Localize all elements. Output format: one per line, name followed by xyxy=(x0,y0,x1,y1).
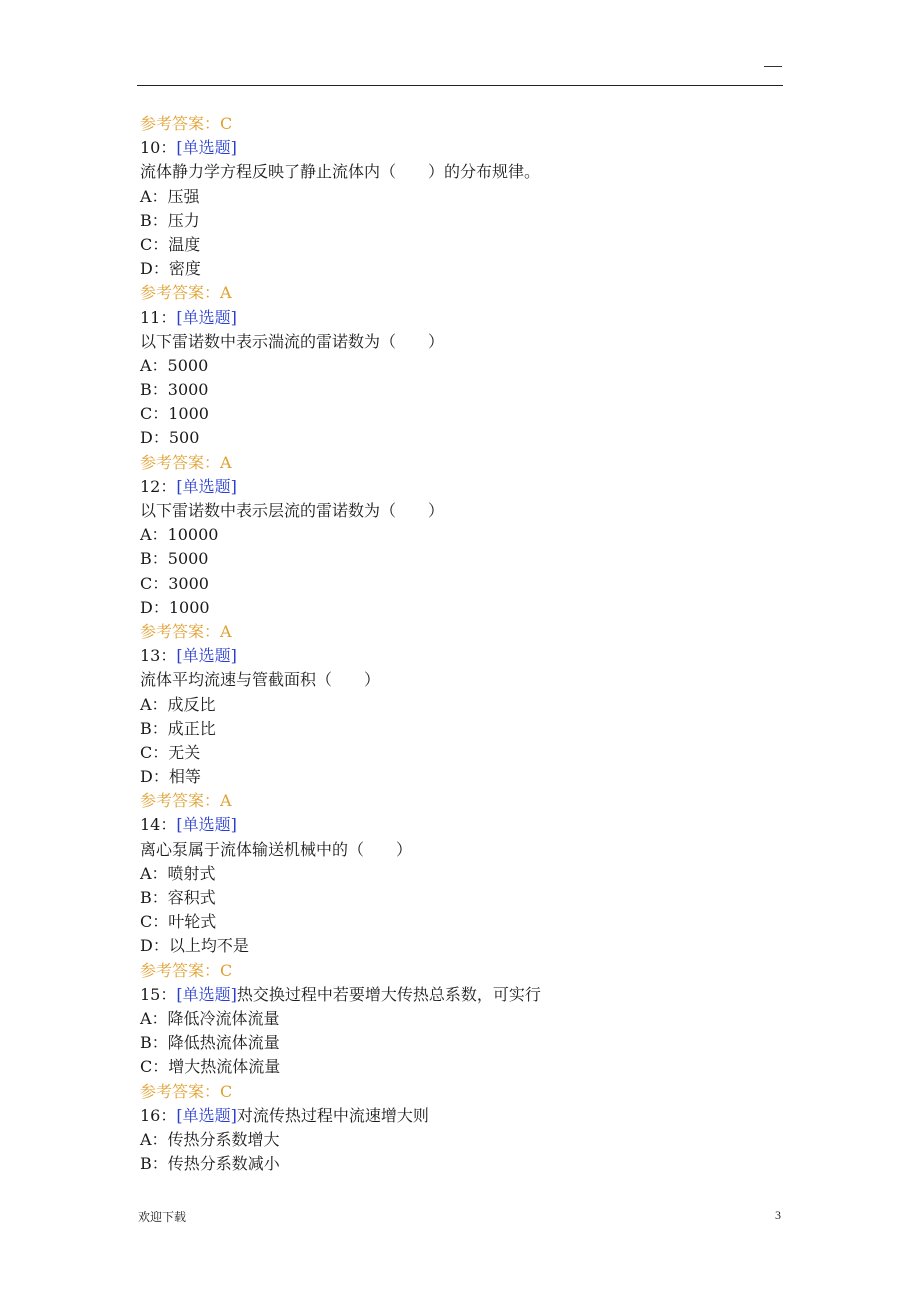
option-line: D：500 xyxy=(140,428,200,448)
footer-text: 欢迎下载 xyxy=(138,1210,187,1224)
option-line: A：5000 xyxy=(140,355,209,375)
option-line: D：相等 xyxy=(140,767,201,787)
question-number: 14： xyxy=(140,815,177,835)
option-line: C：温度 xyxy=(140,234,201,254)
question-type-label: [单选题] xyxy=(176,307,237,327)
question-type-label: [单选题] xyxy=(176,815,237,835)
option-line: A：10000 xyxy=(140,525,219,545)
option-line: C：叶轮式 xyxy=(140,912,217,932)
question-header xyxy=(140,475,780,499)
option-line: C：无关 xyxy=(140,742,201,762)
option-line: B：3000 xyxy=(140,380,209,400)
question-type-label: [单选题] xyxy=(176,1105,237,1125)
question-number: 13： xyxy=(140,646,177,666)
question-text: 流体平均流速与管截面积（ ） xyxy=(140,670,381,690)
question-stem: 对流传热过程中流速增大则 xyxy=(236,1105,429,1125)
answer-line: 参考答案：C xyxy=(140,960,233,980)
answer-line: 参考答案：C xyxy=(140,1081,233,1101)
option-line: C：3000 xyxy=(140,573,209,593)
answer-line: 参考答案：A xyxy=(140,452,232,472)
answer-line: 参考答案：C xyxy=(140,114,233,133)
question-text: 流体静力学方程反映了静止流体内（ ）的分布规律。 xyxy=(140,162,541,182)
option-line: D：以上均不是 xyxy=(140,936,249,956)
question-type-label: [单选题] xyxy=(176,138,237,158)
page-number: 3 xyxy=(775,1208,781,1222)
question-text: 以下雷诺数中表示湍流的雷诺数为（ ） xyxy=(140,331,445,351)
option-line: A：喷射式 xyxy=(140,863,216,883)
header-mark xyxy=(764,66,782,67)
question-header xyxy=(140,306,780,330)
option-line: B：压力 xyxy=(140,210,200,230)
option-line: D：密度 xyxy=(140,259,201,279)
question-header xyxy=(140,813,780,837)
question-number: 15： xyxy=(140,984,177,1004)
answer-line: 参考答案：A xyxy=(140,621,232,641)
option-line: A：压强 xyxy=(140,186,200,206)
option-line: C：1000 xyxy=(140,404,209,424)
question-header xyxy=(140,983,780,1007)
option-line: B：容积式 xyxy=(140,888,216,907)
question-number: 16： xyxy=(140,1105,177,1125)
option-line: A：降低冷流体流量 xyxy=(140,1008,280,1028)
question-header xyxy=(140,1104,780,1128)
question-type-label: [单选题] xyxy=(176,476,237,496)
question-number: 11： xyxy=(140,307,177,327)
option-line: B：成正比 xyxy=(140,718,216,738)
option-line: B：降低热流体流量 xyxy=(140,1033,280,1053)
answer-line: 参考答案：A xyxy=(140,791,232,811)
option-line: A：传热分系数增大 xyxy=(140,1129,280,1149)
question-number: 12： xyxy=(140,476,177,496)
option-line: A：成反比 xyxy=(140,694,216,714)
option-line: B：传热分系数减小 xyxy=(140,1154,280,1174)
question-stem: 热交换过程中若要增大传热总系数，可实行 xyxy=(236,984,541,1004)
option-line: C：增大热流体流量 xyxy=(140,1057,281,1077)
option-line: B：5000 xyxy=(140,549,209,569)
question-header xyxy=(140,644,780,668)
document-body xyxy=(140,112,780,1176)
question-number: 10： xyxy=(140,138,177,158)
header-rule xyxy=(137,85,783,86)
question-type-label: [单选题] xyxy=(176,984,237,1004)
question-text: 离心泵属于流体输送机械中的（ ） xyxy=(140,839,413,859)
answer-line: 参考答案：A xyxy=(140,283,232,303)
option-line: D：1000 xyxy=(140,597,210,617)
question-text: 以下雷诺数中表示层流的雷诺数为（ ） xyxy=(140,501,445,520)
question-type-label: [单选题] xyxy=(176,646,237,666)
question-header xyxy=(140,136,780,160)
